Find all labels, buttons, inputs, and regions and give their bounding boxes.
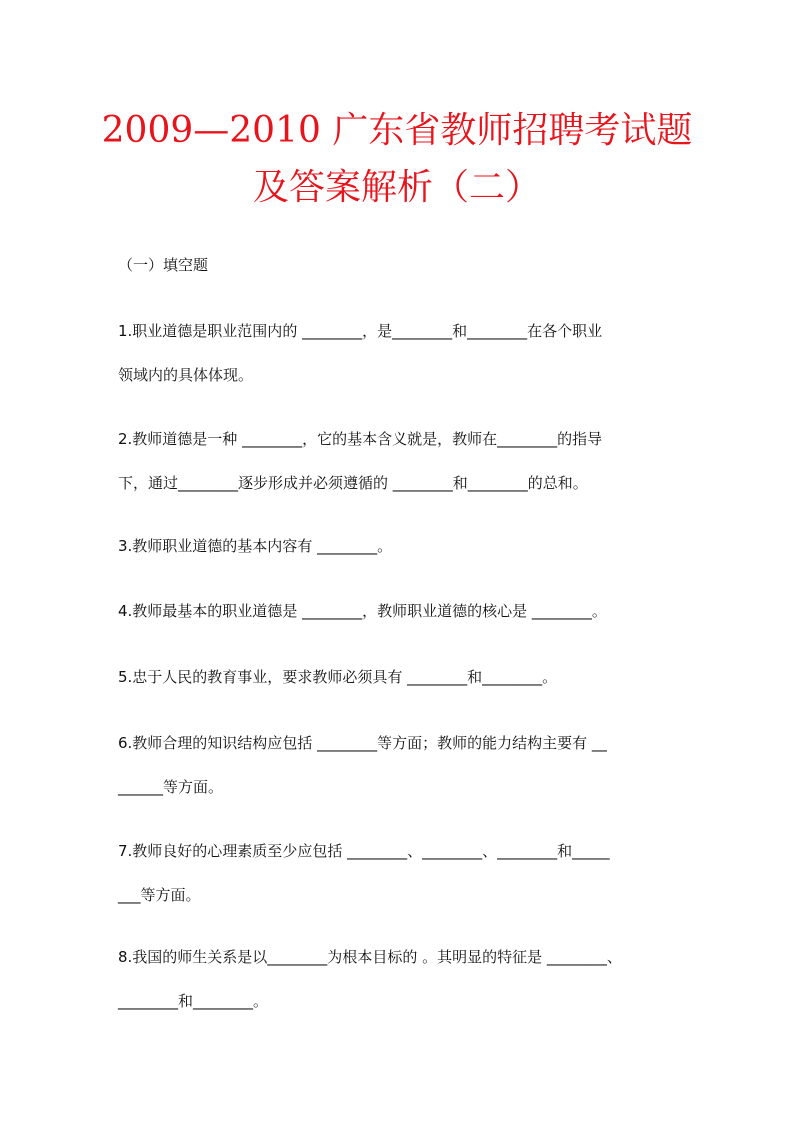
question-1-line-2: 领域内的具体体现。 [118, 366, 254, 384]
question-1-line-1: 1.职业道德是职业范围内的 ________，是________和________在各个职业 [118, 322, 603, 340]
question-4-line-1: 4.教师最基本的职业道德是 ________，教师职业道德的核心是 ________。 [118, 602, 607, 620]
question-1 [118, 320, 678, 386]
question-8 [118, 946, 678, 1012]
question-8-line-1: 8.我国的师生关系是以________为根本目标的 。其明显的特征是 ________、 [118, 948, 622, 966]
question-7 [118, 840, 678, 906]
question-7-line-1: 7.教师良好的心理素质至少应包括 ________、________、________和_____ [118, 842, 610, 860]
question-5 [118, 666, 678, 688]
question-6-line-2: ______等方面。 [118, 778, 224, 796]
question-3 [118, 535, 678, 557]
question-4 [118, 600, 678, 622]
question-5-line-1: 5.忠于人民的教育事业，要求教师必须具有 ________和________。 [118, 668, 558, 686]
question-2 [118, 428, 678, 494]
question-6-line-1: 6.教师合理的知识结构应包括 ________等方面；教师的能力结构主要有 __ [118, 734, 607, 752]
question-7-line-2: ___等方面。 [118, 886, 201, 904]
question-2-line-1: 2.教师道德是一种 ________，它的基本含义就是，教师在________的指导 [118, 430, 603, 448]
document-title-line-2: 及答案解析（二） [252, 167, 541, 208]
section-heading: （一）填空题 [118, 256, 209, 274]
document-title-line-1: 2009—2010 广东省教师招聘考试题 [101, 110, 693, 151]
question-8-line-2: ________和________。 [118, 992, 269, 1010]
question-3-line-1: 3.教师职业道德的基本内容有 ________。 [118, 537, 393, 555]
question-2-line-2: 下，通过________逐步形成并必须遵循的 ________和________的总和。 [118, 474, 588, 492]
question-6 [118, 732, 678, 798]
